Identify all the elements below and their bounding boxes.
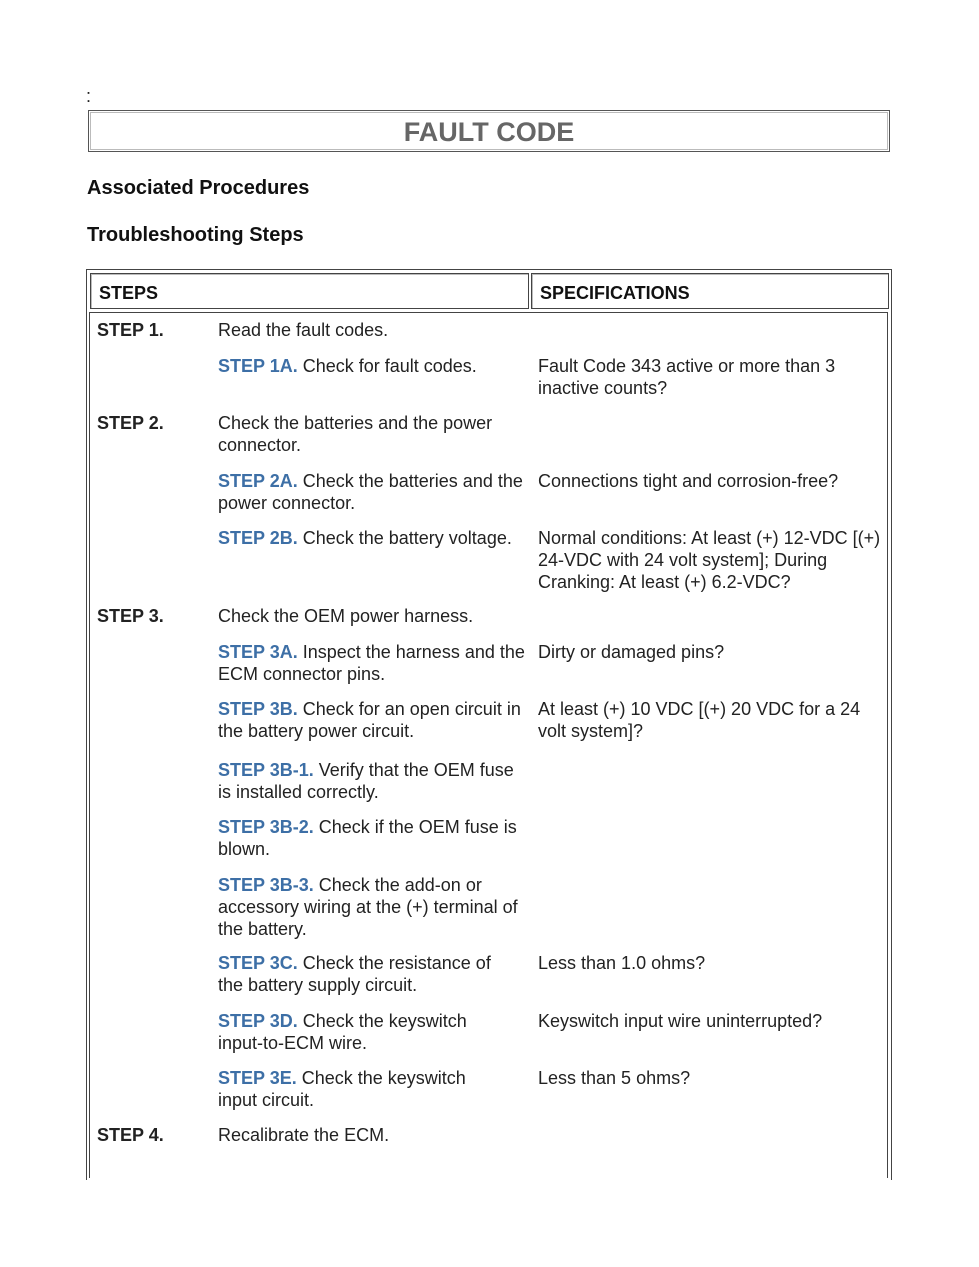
step-3a-text: Inspect the harness and the ECM connector pins.: [218, 642, 525, 684]
associated-procedures-heading: Associated Procedures: [87, 177, 310, 199]
step-1-label: STEP 1.: [97, 320, 164, 340]
step-3b-text: Check for an open circuit in the battery power circuit.: [218, 699, 521, 741]
step-2-text: Check the batteries and the power connector.: [218, 413, 493, 455]
step-3c-dot: .: [292, 953, 298, 973]
step-3b-2-dot: .: [308, 817, 314, 837]
step-3-text: Check the OEM power harness.: [218, 606, 474, 626]
step-1-text: Read the fault codes.: [218, 320, 389, 340]
step-3c-spec: Less than 1.0 ohms?: [538, 953, 706, 973]
step-3d-dot: .: [292, 1011, 298, 1031]
step-3b-3-row: [218, 874, 523, 940]
step-3b-1-label: STEP 3B-1: [218, 760, 309, 780]
step-3b-3-label: STEP 3B-3: [218, 875, 309, 895]
specifications-header-label: SPECIFICATIONS: [540, 283, 690, 303]
step-3d-label: STEP 3D: [218, 1011, 293, 1031]
step-3b-1-text: Verify that the OEM fuse is installed correctly.: [218, 760, 514, 802]
step-3e-spec: Less than 5 ohms?: [538, 1068, 691, 1088]
step-3b-spec: At least (+) 10 VDC [(+) 20 VDC for a 24 volt system]?: [538, 699, 861, 741]
step-3e-dot: .: [291, 1068, 297, 1088]
table-body-top-border: [89, 312, 888, 313]
step-2-label: STEP 2.: [97, 413, 164, 433]
step-2b-dot: .: [292, 528, 298, 548]
step-2b-text: Check the battery voltage.: [297, 528, 512, 548]
step-1a-label: STEP 1A: [218, 356, 293, 376]
step-1a-text: Check for fault codes.: [297, 356, 477, 376]
step-3d-text: Check the keyswitch input-to-ECM wire.: [218, 1011, 467, 1053]
step-3a-row: [218, 641, 528, 685]
step-3d-row: [218, 1010, 508, 1054]
step-2a-text: Check the batteries and the power connector.: [218, 471, 523, 513]
step-3e-row: [218, 1067, 508, 1111]
step-1a-dot: .: [292, 356, 298, 376]
step-3b-3-dot: .: [308, 875, 314, 895]
step-3d-spec: Keyswitch input wire uninterrupted?: [538, 1011, 823, 1031]
table-inner-left-border: [89, 312, 90, 1178]
step-3c-label: STEP 3C: [218, 953, 293, 973]
step-2a-label: STEP 2A: [218, 471, 293, 491]
leading-colon: :: [86, 86, 92, 106]
steps-header-label: STEPS: [99, 283, 159, 303]
step-4-label: STEP 4.: [97, 1125, 164, 1145]
step-3b-2-text: Check if the OEM fuse is blown.: [218, 817, 517, 859]
step-2a-row: [218, 470, 528, 514]
step-3a-spec: Dirty or damaged pins?: [538, 642, 725, 662]
page-title: FAULT CODE: [403, 117, 575, 147]
step-3b-2-row: [218, 816, 523, 860]
step-3b-row: [218, 698, 528, 742]
step-3e-text: Check the keyswitch input circuit.: [218, 1068, 466, 1110]
step-2a-spec: Connections tight and corrosion-free?: [538, 471, 839, 491]
table-inner-right-border: [887, 312, 888, 1178]
fault-code-title-box: [88, 110, 890, 152]
step-3e-label: STEP 3E: [218, 1068, 292, 1088]
step-3a-dot: .: [292, 642, 298, 662]
step-3b-3-text: Check the add-on or accessory wiring at the (+) terminal of the battery.: [218, 875, 518, 939]
step-3b-dot: .: [292, 699, 298, 719]
step-3c-row: [218, 952, 518, 996]
step-1a-spec: Fault Code 343 active or more than 3 inactive counts?: [538, 356, 836, 398]
step-3b-label: STEP 3B: [218, 699, 293, 719]
step-2b-spec: Normal conditions: At least (+) 12-VDC [(+) 24-VDC with 24 volt system]; During Cranking: At least (+) 6.2-VDC?: [538, 528, 881, 592]
step-2a-dot: .: [292, 471, 298, 491]
step-2b-label: STEP 2B: [218, 528, 293, 548]
step-3-label: STEP 3.: [97, 606, 164, 626]
steps-column-header: [90, 273, 529, 309]
step-4-text: Recalibrate the ECM.: [218, 1125, 390, 1145]
step-2b-row: [218, 527, 528, 549]
step-3b-1-dot: .: [308, 760, 314, 780]
step-3b-1-row: [218, 759, 518, 803]
troubleshooting-steps-heading: Troubleshooting Steps: [87, 224, 304, 246]
step-3a-label: STEP 3A: [218, 642, 293, 662]
step-3c-text: Check the resistance of the battery supply circuit.: [218, 953, 491, 995]
specifications-column-header: [531, 273, 889, 309]
step-1a-row: [218, 355, 528, 377]
step-3b-2-label: STEP 3B-2: [218, 817, 309, 837]
